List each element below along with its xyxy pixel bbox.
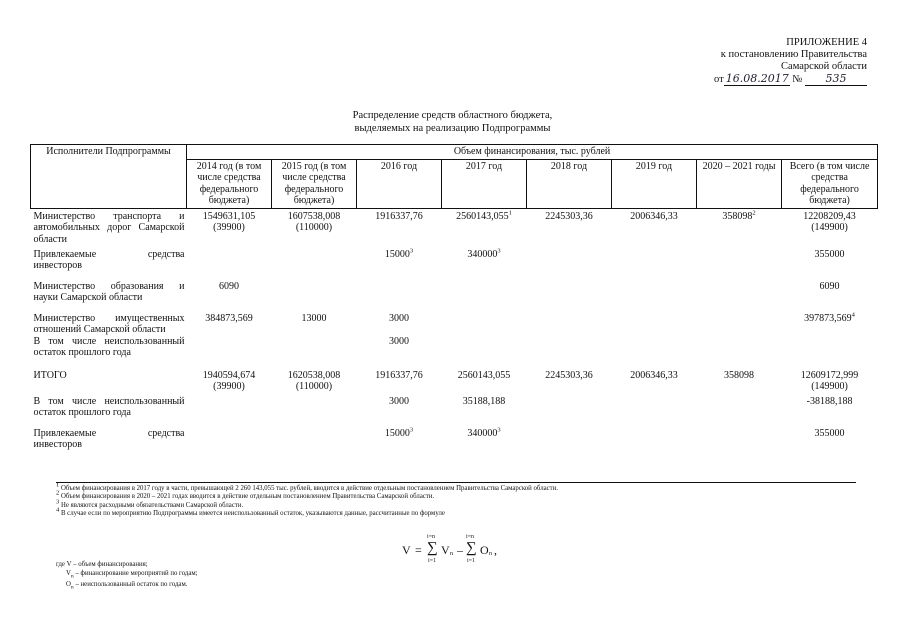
cell-2014	[187, 249, 272, 281]
cell-value: 397873,569	[804, 312, 852, 324]
cell-2019	[612, 281, 697, 313]
footnote-text: Не являются расходными обязательствами Самарской области.	[60, 501, 244, 509]
cell-2018	[527, 249, 612, 281]
cell-2014: 6090	[219, 280, 239, 292]
appendix-from-label: от	[714, 74, 724, 85]
formula-sub-2: n	[489, 551, 492, 557]
cell-2020-2021	[697, 336, 782, 370]
cell-2019	[612, 428, 697, 454]
cell-federal: (39900)	[213, 381, 245, 392]
cell-2020-2021	[697, 208, 782, 249]
cell-2019: 2006346,33	[630, 210, 678, 222]
appendix-number-label: №	[792, 74, 803, 85]
cell-2017	[442, 281, 527, 313]
cell-value: 2560143,055	[456, 210, 509, 222]
table-row-total	[31, 370, 878, 396]
formula	[400, 534, 520, 568]
cell-2018: 2245303,36	[545, 369, 593, 381]
cell-2018	[527, 396, 612, 428]
cell-2018	[527, 313, 612, 336]
table-header-row-1	[31, 145, 878, 160]
row-label: Привлекаемые средства инвесторов	[33, 427, 185, 450]
formula-end: ,	[494, 543, 497, 557]
cell-2017	[442, 208, 527, 249]
cell-2014	[187, 336, 272, 370]
cell-2014	[187, 428, 272, 454]
cell-2020-2021: 358098	[724, 369, 754, 381]
formula-minus: –	[457, 543, 463, 557]
cell-2015	[272, 336, 357, 370]
cell-total	[782, 313, 878, 336]
document-title	[0, 110, 905, 135]
formula-term-1: V	[441, 543, 450, 557]
cell-2019	[612, 313, 697, 336]
cell-2017	[442, 336, 527, 370]
appendix-header	[607, 37, 867, 86]
cell-federal: (149900)	[811, 381, 848, 392]
footnote-text: В случае если по мероприятию Подпрограммы имеется неиспользованный остаток, указываются данные, рассчитанные по формуле	[60, 510, 445, 518]
footnote-mark: 4	[851, 311, 855, 319]
row-label: В том числе неиспользованный остаток прошлого года	[33, 395, 185, 418]
cell-2015	[272, 281, 357, 313]
cell-value: 1607538,008	[287, 210, 341, 222]
formula-equals: =	[415, 543, 422, 557]
legend-symbol: O	[66, 580, 71, 588]
formula-lower-limit-1: i=1	[428, 558, 437, 564]
footnote-mark: 1	[508, 209, 512, 217]
footnote-mark: 2	[56, 490, 60, 498]
formula-upper-limit-1: i=n	[427, 534, 436, 540]
row-label: Привлекаемые средства инвесторов	[33, 248, 185, 271]
row-label: Министерство имущественных отношений Самарской области	[33, 312, 185, 335]
cell-2016	[357, 428, 442, 454]
cell-2020-2021	[697, 313, 782, 336]
cell-2015	[272, 428, 357, 454]
cell-2017	[442, 428, 527, 454]
cell-2015: 13000	[301, 312, 327, 324]
formula-sub-1: n	[450, 551, 453, 557]
cell-2016: 3000	[389, 335, 409, 347]
cell-2019	[612, 336, 697, 370]
footnote-mark: 3	[497, 247, 501, 255]
table-row	[31, 336, 878, 370]
table-row	[31, 313, 878, 336]
cell-2015	[272, 370, 357, 396]
cell-2017: 2560143,055	[457, 369, 511, 381]
cell-2018	[527, 428, 612, 454]
appendix-line-2: Самарской области	[781, 61, 867, 72]
cell-total: 6090	[819, 280, 840, 292]
footnotes	[56, 482, 856, 519]
cell-2016	[357, 249, 442, 281]
cell-2015	[272, 396, 357, 428]
sum-icon: ∑	[466, 540, 477, 556]
footnote	[56, 498, 856, 510]
cell-2016: 3000	[389, 312, 409, 324]
footnote-mark: 3	[56, 498, 60, 506]
cell-value: 12208209,43	[803, 210, 856, 222]
header-funding-group: Объем финансирования, тыс. рублей	[187, 145, 878, 160]
cell-value: 12609172,999	[800, 369, 859, 381]
sum-icon: ∑	[427, 540, 438, 556]
header-2018: 2018 год	[527, 159, 612, 208]
cell-2018	[527, 336, 612, 370]
header-2019: 2019 год	[612, 159, 697, 208]
legend-line-3	[56, 581, 198, 592]
cell-2019: 2006346,33	[630, 369, 678, 381]
legend-subscript: n	[70, 572, 74, 579]
title-line-1: Распределение средств областного бюджета,	[352, 110, 553, 121]
cell-2017	[442, 249, 527, 281]
title-line-2: выделяемых на реализацию Подпрограммы	[354, 122, 551, 134]
footnote-mark: 3	[409, 247, 414, 255]
header-2016: 2016 год	[357, 159, 442, 208]
cell-total: 355000	[814, 248, 845, 260]
cell-2020-2021	[697, 428, 782, 454]
cell-federal: (149900)	[811, 222, 848, 233]
footnote	[56, 506, 856, 518]
cell-2015	[272, 249, 357, 281]
cell-2020-2021	[697, 396, 782, 428]
cell-2014	[187, 370, 272, 396]
formula-term-2: O	[480, 543, 489, 557]
formula-lhs: V	[402, 543, 411, 557]
cell-2016: 1916337,76	[375, 210, 423, 222]
cell-2015	[272, 208, 357, 249]
appendix-date-line	[607, 73, 867, 86]
appendix-line-1: к постановлению Правительства	[720, 49, 867, 60]
cell-total: -38188,188	[806, 395, 853, 407]
cell-2019	[612, 249, 697, 281]
cell-total	[782, 370, 878, 396]
legend-symbol: V	[66, 569, 71, 577]
cell-2017: 35188,188	[462, 395, 506, 407]
header-2015: 2015 год (в том числе средства федерального бюджета)	[272, 159, 357, 208]
cell-2016	[357, 281, 442, 313]
header-2017: 2017 год	[442, 159, 527, 208]
cell-2017	[442, 313, 527, 336]
cell-value: 1620538,008	[287, 369, 341, 381]
cell-2018: 2245303,36	[545, 210, 593, 222]
cell-2014	[187, 208, 272, 249]
cell-2018	[527, 281, 612, 313]
cell-2014: 384873,569	[205, 312, 253, 324]
table-row	[31, 208, 878, 249]
cell-federal: (39900)	[213, 222, 245, 233]
cell-2019	[612, 396, 697, 428]
cell-value: 1549631,105	[202, 210, 256, 222]
row-label: Министерство транспорта и автомобильных дорог Самарской области	[33, 210, 185, 245]
cell-federal: (110000)	[295, 222, 333, 233]
header-2020-2021: 2020 – 2021 годы	[697, 159, 782, 208]
table-row	[31, 428, 878, 454]
cell-value: 340000	[467, 427, 498, 439]
appendix-date: 16.08.2017	[725, 72, 789, 85]
table-row	[31, 281, 878, 313]
footnote-mark: 1	[56, 481, 60, 489]
row-label: В том числе неиспользованный остаток прошлого года	[33, 335, 185, 358]
appendix-title: ПРИЛОЖЕНИЕ 4	[786, 37, 867, 48]
cell-2020-2021	[697, 249, 782, 281]
legend-line-2	[56, 570, 198, 581]
budget-table	[30, 144, 878, 454]
cell-value: 15000	[384, 427, 410, 439]
footnote	[56, 490, 856, 501]
cell-2014	[187, 396, 272, 428]
legend-line-1: где V – объем финансирования;	[56, 561, 148, 568]
cell-value: 340000	[467, 248, 498, 260]
cell-2016: 1916337,76	[375, 369, 423, 381]
appendix-number: 535	[805, 73, 867, 86]
header-2014: 2014 год (в том числе средства федерального бюджета)	[187, 159, 272, 208]
footnote-mark: 3	[409, 426, 414, 434]
cell-federal: (110000)	[295, 381, 333, 392]
cell-total	[782, 208, 878, 249]
legend-text: – неиспользованный остаток по годам.	[73, 580, 188, 588]
formula-upper-limit-2: i=n	[466, 534, 475, 540]
cell-2020-2021	[697, 281, 782, 313]
footnote-text: Объем финансирования в 2020 – 2021 годах вводится в действие отдельным постановлением Правительства Самарской области.	[60, 493, 435, 501]
header-total: Всего (в том числе средства федерального бюджета)	[782, 159, 878, 208]
legend-text: – финансирование мероприятий по годам;	[73, 569, 198, 577]
row-label: Министерство образования и науки Самарской области	[33, 280, 185, 303]
header-executors: Исполнители Подпрограммы	[31, 145, 187, 209]
cell-value: 1940594,674	[202, 369, 256, 381]
footnote-mark: 3	[497, 426, 501, 434]
cell-total	[782, 336, 878, 370]
formula-lower-limit-2: i=1	[467, 558, 476, 564]
row-label: ИТОГО	[33, 369, 67, 381]
footnote-mark: 4	[56, 506, 60, 514]
table-row	[31, 249, 878, 281]
cell-value: 15000	[384, 248, 410, 260]
legend-subscript: n	[70, 583, 74, 590]
cell-value: 358098	[722, 210, 753, 222]
formula-legend	[56, 561, 198, 592]
cell-2016: 3000	[389, 395, 409, 407]
table-row	[31, 396, 878, 428]
cell-total: 355000	[814, 427, 845, 439]
footnote-mark: 2	[752, 209, 756, 217]
footnote-text: Объем финансирования в 2017 году в части, превышающей 2 260 143,055 тыс. рублей, вводится в действие отдельным постановлением Правительства Самарской области.	[60, 485, 558, 492]
